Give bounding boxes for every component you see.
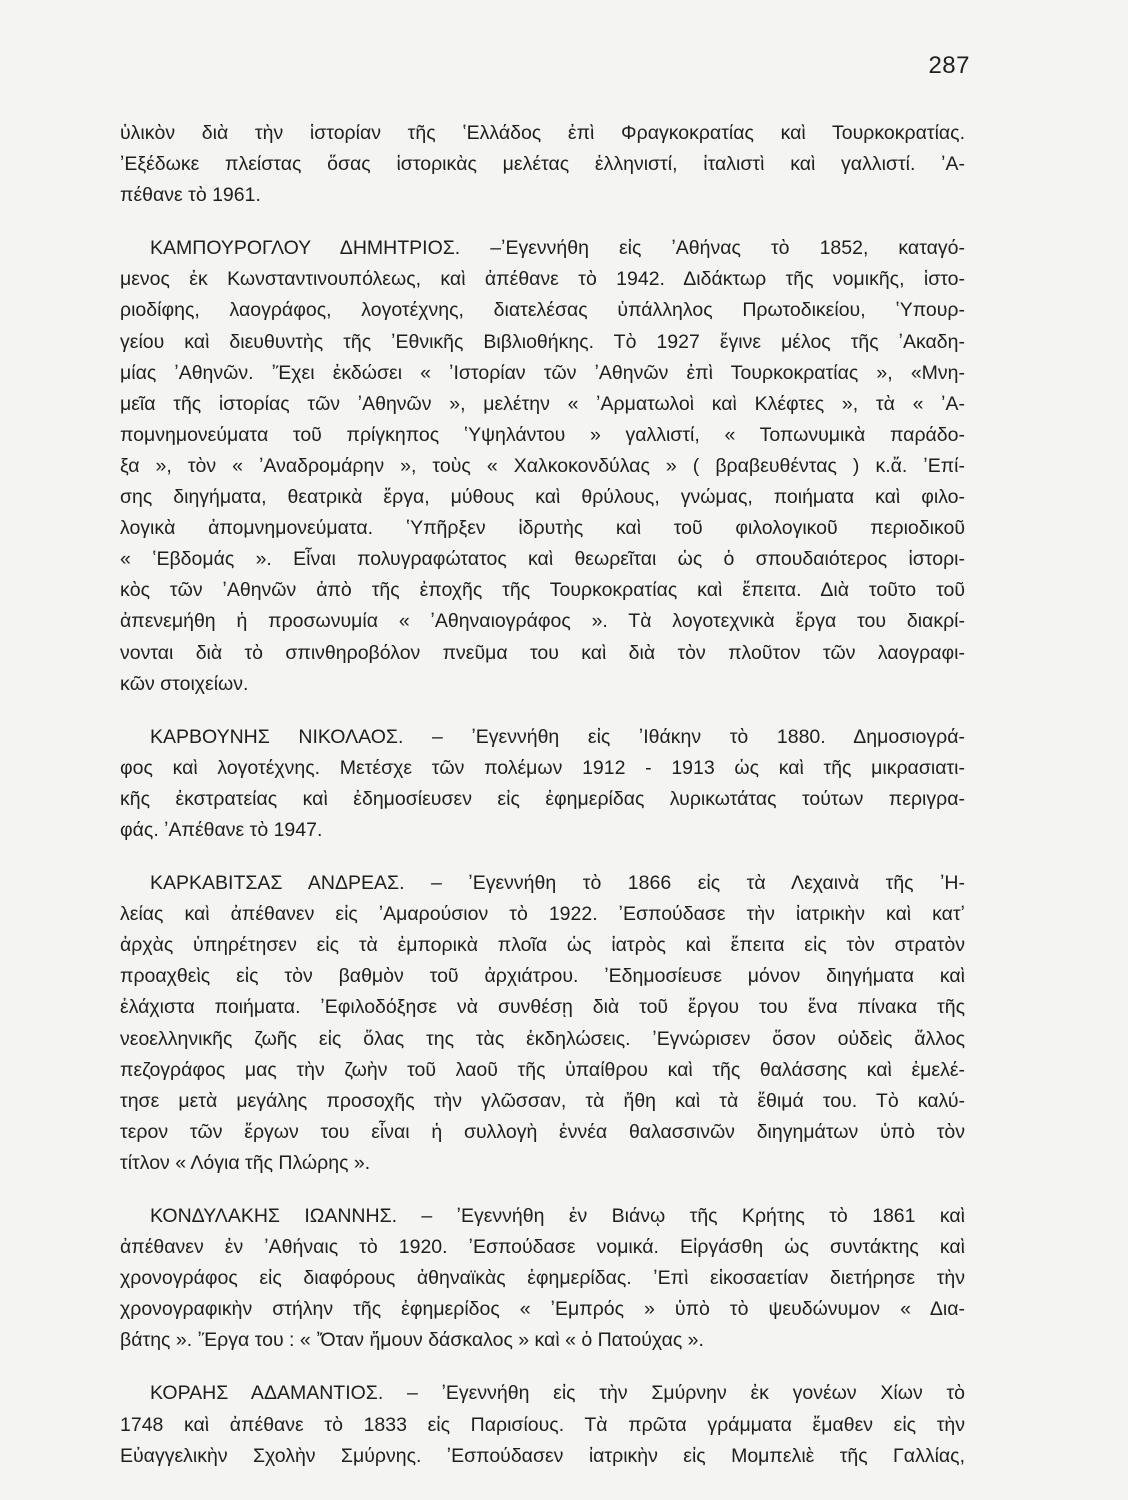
text-line: χρονογράφος εἰς διαφόρους ἀθηναϊκὰς ἐφημερίδας. ʼΕπὶ εἰκοσαετίαν διετήρησε τὴν: [120, 1267, 965, 1290]
page-number: 287: [928, 52, 970, 79]
text-line: λογικὰ ἀπομνημονεύματα. ʽΥπῆρξεν ἱδρυτὴς καὶ τοῦ φιλολογικοῦ περιοδικοῦ: [120, 517, 965, 540]
text-line: 1748 καὶ ἀπέθανε τὸ 1833 εἰς Παρισίους. Τὰ πρῶτα γράμματα ἔμαθεν εἰς τὴν: [120, 1413, 965, 1436]
entry-karvounis: [120, 722, 965, 846]
text-line: γείου καὶ διευθυντὴς τῆς ʼΕθνικῆς Βιβλιοθήκης. Τὸ 1927 ἔγινε μέλος τῆς ʼΑκαδη-: [120, 330, 965, 353]
entry-heading-line: ΚΑΡΒΟΥΝΗΣ ΝΙΚΟΛΑΟΣ. – ʼΕγεννήθη εἰς ʼΙθάκην τὸ 1880. Δημοσιογρά-: [150, 725, 965, 748]
text-line: ριοδίφης, λαογράφος, λογοτέχνης, διατελέσας ὑπάλληλος Πρωτοδικείου, ʽΥπουρ-: [120, 299, 965, 322]
text-line: « ʽΕβδομάς ». Εἶναι πολυγραφώτατος καὶ θεωρεῖται ὡς ὁ σπουδαιότερος ἱστορι-: [120, 548, 965, 571]
text-line: κὸς τῶν ʼΑθηνῶν ἀπὸ τῆς ἐποχῆς τῆς Τουρκοκρατίας καὶ ἔπειτα. Διὰ τοῦτο τοῦ: [120, 579, 965, 602]
text-line: ἐλάχιστα ποιήματα. ʼΕφιλοδόξησε νὰ συνθέσῃ διὰ τοῦ ἔργου του ἕνα πίνακα τῆς: [120, 996, 965, 1019]
text-line: πέθανε τὸ 1961.: [120, 184, 261, 207]
text-line: τίτλον « Λόγια τῆς Πλώρης ».: [120, 1151, 371, 1174]
entry-heading-line: ΚΑΡΚΑΒΙΤΣΑΣ ΑΝΔΡΕΑΣ. – ʼΕγεννήθη τὸ 1866 εἰς τὰ Λεχαινὰ τῆς ʼΗ-: [150, 872, 965, 895]
page-text: [120, 118, 965, 1472]
text-line: πομνημονεύματα τοῦ πρίγκηπος ʽΥψηλάντου » γαλλιστί, « Τοπωνυμικὰ παράδο-: [120, 423, 965, 446]
text-line: μεῖα τῆς ἱστορίας τῶν ʼΑθηνῶν », μελέτην « ʼΑρματωλοὶ καὶ Κλέφτες », τὰ « ʼΑ-: [120, 392, 965, 415]
entry-kondylakis: [120, 1201, 965, 1356]
text-line: νεοελληνικῆς ζωῆς εἰς ὅλας της τὰς ἐκδηλώσεις. ʼΕγνώρισεν ὅσον οὐδεὶς ἄλλος: [120, 1027, 965, 1050]
entry-korais: [120, 1378, 965, 1471]
text-line: κῶν στοιχείων.: [120, 672, 249, 695]
text-line: ἀπενεμήθη ἡ προσωνυμία « ʼΑθηναιογράφος ». Τὰ λογοτεχνικὰ ἔργα του διακρί-: [120, 610, 965, 633]
text-line: ἀρχὰς ὑπηρέτησεν εἰς τὰ ἐμπορικὰ πλοῖα ὡς ἰατρὸς καὶ ἔπειτα εἰς τὸν στρατὸν: [120, 934, 965, 957]
text-line: λείας καὶ ἀπέθανεν εἰς ʼΑμαρούσιον τὸ 1922. ʼΕσπούδασε τὴν ἰατρικὴν καὶ κατʼ: [120, 903, 965, 926]
entry-kampouroglou: [120, 233, 965, 699]
text-line: σης διηγήματα, θεατρικὰ ἔργα, μύθους καὶ θρύλους, γνώμας, ποιήματα καὶ φιλο-: [120, 486, 965, 509]
text-line: ʼΕξέδωκε πλείστας ὅσας ἱστορικὰς μελέτας ἑλληνιστί, ἰταλιστὶ καὶ γαλλιστί. ʼΑ-: [120, 153, 965, 176]
text-line: προαχθεὶς εἰς τὸν βαθμὸν τοῦ ἀρχιάτρου. ʼΕδημοσίευσε μόνον διηγήματα καὶ: [120, 965, 965, 988]
entry-karkavitsas: [120, 868, 965, 1179]
text-line: τησε μετὰ μεγάλης προσοχῆς τὴν γλῶσσαν, τὰ ἤθη καὶ τὰ ἔθιμά του. Τὸ καλύ-: [120, 1089, 965, 1112]
text-line: πεζογράφος μας τὴν ζωὴν τοῦ λαοῦ τῆς ὑπαίθρου καὶ τῆς θαλάσσης καὶ ἐμελέ-: [120, 1058, 965, 1081]
text-line: τερον τῶν ἔργων του εἶναι ἡ συλλογὴ ἐννέα θαλασσινῶν διηγημάτων ὑπὸ τὸν: [120, 1120, 965, 1143]
text-line: νονται διὰ τὸ σπινθηροβόλον πνεῦμα του καὶ διὰ τὸν πλοῦτον τῶν λαογραφι-: [120, 641, 965, 664]
text-line: Εὐαγγελικὴν Σχολὴν Σμύρνης. ʼΕσπούδασεν ἰατρικὴν εἰς Μομπελιὲ τῆς Γαλλίας,: [120, 1444, 965, 1467]
text-line: ξα », τὸν « ʼΑναδρομάρην », τοὺς « Χαλκοκονδύλας » ( βραβευθέντας ) κ.ἄ. ʼΕπί-: [120, 454, 965, 477]
entry-heading-line: ΚΟΝΔΥΛΑΚΗΣ ΙΩΑΝΝΗΣ. – ʼΕγεννήθη ἐν Βιάνῳ τῆς Κρήτης τὸ 1861 καὶ: [150, 1205, 965, 1227]
text-line: βάτης ». ʼΈργα του : « ʼΌταν ἤμουν δάσκαλος » καὶ « ὁ Πατούχας ».: [120, 1329, 704, 1352]
text-line: φάς. ʼΑπέθανε τὸ 1947.: [120, 818, 323, 841]
text-line: κῆς ἐκστρατείας καὶ ἐδημοσίευσεν εἰς ἐφημερίδας λυρικωτάτας τούτων περιγρα-: [120, 787, 965, 810]
text-line: μίας ʼΑθηνῶν. ʼΈχει ἐκδώσει « ʼΙστορίαν τῶν ʼΑθηνῶν ἐπὶ Τουρκοκρατίας », «Μνη-: [120, 361, 965, 384]
entry-heading-line: ΚΟΡΑΗΣ ΑΔΑΜΑΝΤΙΟΣ. – ʼΕγεννήθη εἰς τὴν Σμύρνην ἐκ γονέων Χίων τὸ: [150, 1382, 965, 1405]
entry-heading-line: ΚΑΜΠΟΥΡΟΓΛΟΥ ΔΗΜΗΤΡΙΟΣ. –ʼΕγεννήθη εἰς ʼΑθήνας τὸ 1852, καταγό-: [150, 237, 965, 260]
text-line: χρονογραφικὴν στήλην τῆς ἐφημερίδος « ʼΕμπρός » ὑπὸ τὸ ψευδώνυμον « Δια-: [120, 1298, 965, 1321]
text-line: φος καὶ λογοτέχνης. Μετέσχε τῶν πολέμων 1912 - 1913 ὡς καὶ τῆς μικρασιατι-: [120, 756, 965, 779]
text-line: ἀπέθανεν ἐν ʼΑθήναις τὸ 1920. ʼΕσπούδασε νομικά. Εἰργάσθη ὡς συντάκτης καὶ: [120, 1236, 965, 1259]
text-line: ὑλικὸν διὰ τὴν ἱστορίαν τῆς ʽΕλλάδος ἐπὶ Φραγκοκρατίας καὶ Τουρκοκρατίας.: [120, 122, 965, 144]
text-line: μενος ἐκ Κωνσταντινουπόλεως, καὶ ἀπέθανε τὸ 1942. Διδάκτωρ τῆς νομικῆς, ἱστο-: [120, 268, 965, 291]
paragraph-continuation: [120, 118, 965, 211]
